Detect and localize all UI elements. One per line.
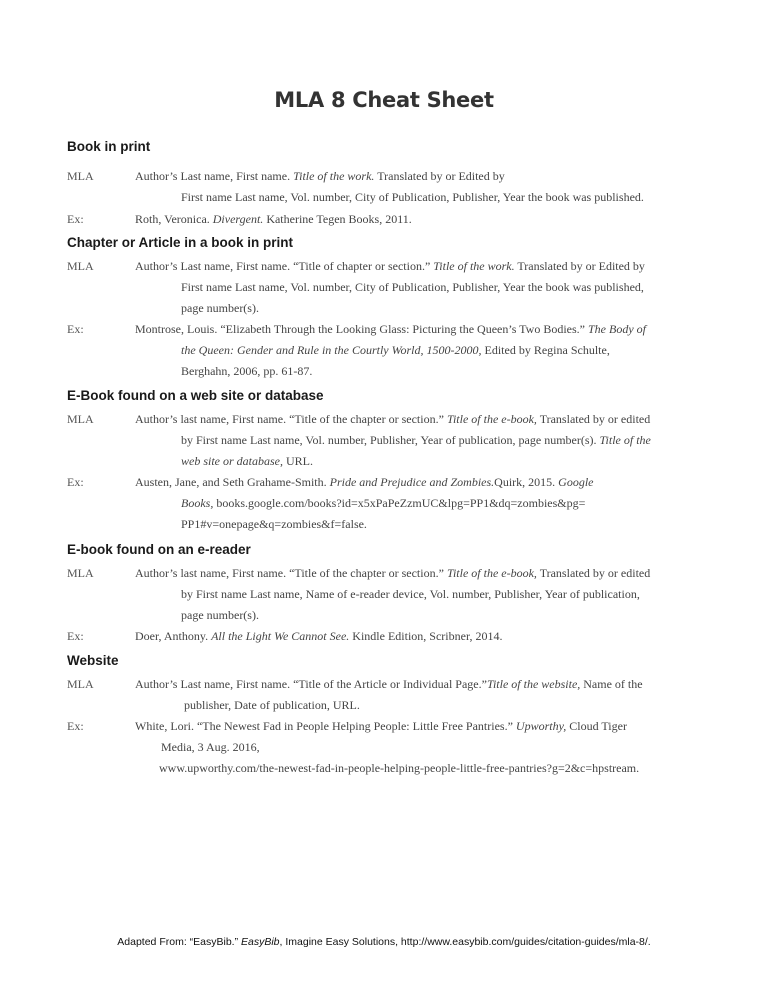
italic-text: Title of the website, xyxy=(486,677,581,691)
citation-format-line xyxy=(181,190,644,205)
text-run: White, Lori. “The Newest Fad in People Helping People: Little Free Pantries.” xyxy=(135,719,516,733)
text-run: Translated by or edited xyxy=(536,566,651,580)
citation-example-line xyxy=(135,629,502,644)
citation-format-line xyxy=(184,698,360,713)
italic-text: web site or database, xyxy=(181,454,283,468)
text-run: First name Last name, Vol. number, City of Publication, Publisher, Year the book was published. xyxy=(181,190,644,204)
mla-format-label: MLA xyxy=(67,566,94,580)
citation-example-line xyxy=(181,496,585,511)
section-heading: E-book found on an e-reader xyxy=(67,542,251,557)
text-run: Austen, Jane, and Seth Grahame-Smith. xyxy=(135,475,330,489)
text-run: Translated by or Edited by xyxy=(514,259,645,273)
citation-example-line xyxy=(159,761,639,776)
text-run: www.upworthy.com/the-newest-fad-in-people-helping-people-little-free-pantries?g=2&c=hpstream. xyxy=(159,761,640,775)
italic-text: Upworthy, xyxy=(515,719,567,733)
example-label: Ex: xyxy=(67,629,84,643)
italic-text: Title of the work. xyxy=(433,259,515,273)
italic-text: EasyBib xyxy=(241,936,280,948)
citation-format-line xyxy=(181,587,640,602)
italic-text: The Body of xyxy=(587,322,646,336)
citation-format-line xyxy=(181,608,259,623)
text-run: Author’s last name, First name. “Title of the chapter or section.” xyxy=(135,566,447,580)
text-run: publisher, Date of publication, URL. xyxy=(184,698,360,712)
section-heading: Website xyxy=(67,653,119,668)
text-run: Translated by or Edited by xyxy=(374,169,505,183)
text-run: PP1#v=onepage&q=zombies&f=false. xyxy=(181,517,367,531)
citation-format-line xyxy=(135,566,650,581)
text-run: Translated by or edited xyxy=(536,412,651,426)
example-label: Ex: xyxy=(67,475,84,489)
text-run: Montrose, Louis. “Elizabeth Through the Looking Glass: Picturing the Queen’s Two Bodies.” xyxy=(135,322,588,336)
text-run: page number(s). xyxy=(181,301,259,315)
section-heading: E-Book found on a web site or database xyxy=(67,388,324,403)
citation-format-line xyxy=(135,169,505,184)
footer-attribution xyxy=(0,936,768,948)
citation-example-line xyxy=(135,475,593,490)
citation-example-line xyxy=(135,322,646,337)
citation-format-line xyxy=(181,301,259,316)
citation-format-line xyxy=(181,454,313,469)
italic-text: Books, xyxy=(181,496,214,510)
citation-format-line xyxy=(135,412,650,427)
text-run: , Imagine Easy Solutions, http://www.easybib.com/guides/citation-guides/mla-8/. xyxy=(279,936,651,948)
citation-example-line xyxy=(161,740,260,755)
text-run: Katherine Tegen Books, 2011. xyxy=(263,212,412,226)
citation-example-line xyxy=(135,212,412,227)
example-label: Ex: xyxy=(67,719,84,733)
text-run: Author’s last name, First name. “Title of the chapter or section.” xyxy=(135,412,447,426)
citation-example-line xyxy=(181,517,367,532)
text-run: Author’s Last name, First name. “Title of the Article or Individual Page.” xyxy=(135,677,487,691)
page-title: MLA 8 Cheat Sheet xyxy=(274,88,494,112)
mla-format-label: MLA xyxy=(67,259,94,273)
text-run: Quirk, 2015. xyxy=(494,475,559,489)
citation-format-line xyxy=(135,259,645,274)
text-run: Roth, Veronica. xyxy=(135,212,213,226)
text-run: Media, 3 Aug. 2016, xyxy=(161,740,260,754)
section-heading: Book in print xyxy=(67,139,151,154)
text-run: Adapted From: “EasyBib.” xyxy=(117,936,241,948)
text-run: page number(s). xyxy=(181,608,259,622)
italic-text: Google xyxy=(558,475,594,489)
section-heading: Chapter or Article in a book in print xyxy=(67,235,294,250)
text-run: First name Last name, Vol. number, City of Publication, Publisher, Year the book was published, xyxy=(181,280,644,294)
example-label: Ex: xyxy=(67,212,84,226)
italic-text: Title of the work. xyxy=(293,169,375,183)
italic-text: Divergent. xyxy=(212,212,264,226)
text-run: Doer, Anthony. xyxy=(135,629,212,643)
example-label: Ex: xyxy=(67,322,84,336)
text-run: Edited by Regina Schulte, xyxy=(481,343,610,357)
italic-text: the Queen: Gender and Rule in the Courtly World, 1500-2000, xyxy=(181,343,482,357)
text-run: Author’s Last name, First name. “Title of chapter or section.” xyxy=(135,259,434,273)
mla-format-label: MLA xyxy=(67,677,94,691)
citation-format-line xyxy=(181,280,644,295)
text-run: Cloud Tiger xyxy=(566,719,627,733)
italic-text: Title of the e-book, xyxy=(446,566,537,580)
text-run: Berghahn, 2006, pp. 61-87. xyxy=(181,364,313,378)
text-run: URL. xyxy=(283,454,313,468)
text-run: Kindle Edition, Scribner, 2014. xyxy=(349,629,503,643)
citation-example-line xyxy=(181,343,610,358)
italic-text: Title of the e-book, xyxy=(446,412,537,426)
citation-example-line xyxy=(135,719,627,734)
italic-text: Pride and Prejudice and Zombies. xyxy=(329,475,495,489)
text-run: by First name Last name, Vol. number, Publisher, Year of publication, page number(s). xyxy=(181,433,600,447)
citation-format-line xyxy=(135,677,643,692)
mla-format-label: MLA xyxy=(67,169,94,183)
citation-format-line xyxy=(181,433,651,448)
text-run: Name of the xyxy=(580,677,643,691)
text-run: Author’s Last name, First name. xyxy=(135,169,294,183)
citation-example-line xyxy=(181,364,312,379)
italic-text: All the Light We Cannot See. xyxy=(211,629,350,643)
text-run: books.google.com/books?id=x5xPaPeZzmUC&lpg=PP1&dq=zombies&pg= xyxy=(213,496,586,510)
italic-text: Title of the xyxy=(599,433,651,447)
mla-format-label: MLA xyxy=(67,412,94,426)
text-run: by First name Last name, Name of e-reader device, Vol. number, Publisher, Year of publication, xyxy=(181,587,640,601)
